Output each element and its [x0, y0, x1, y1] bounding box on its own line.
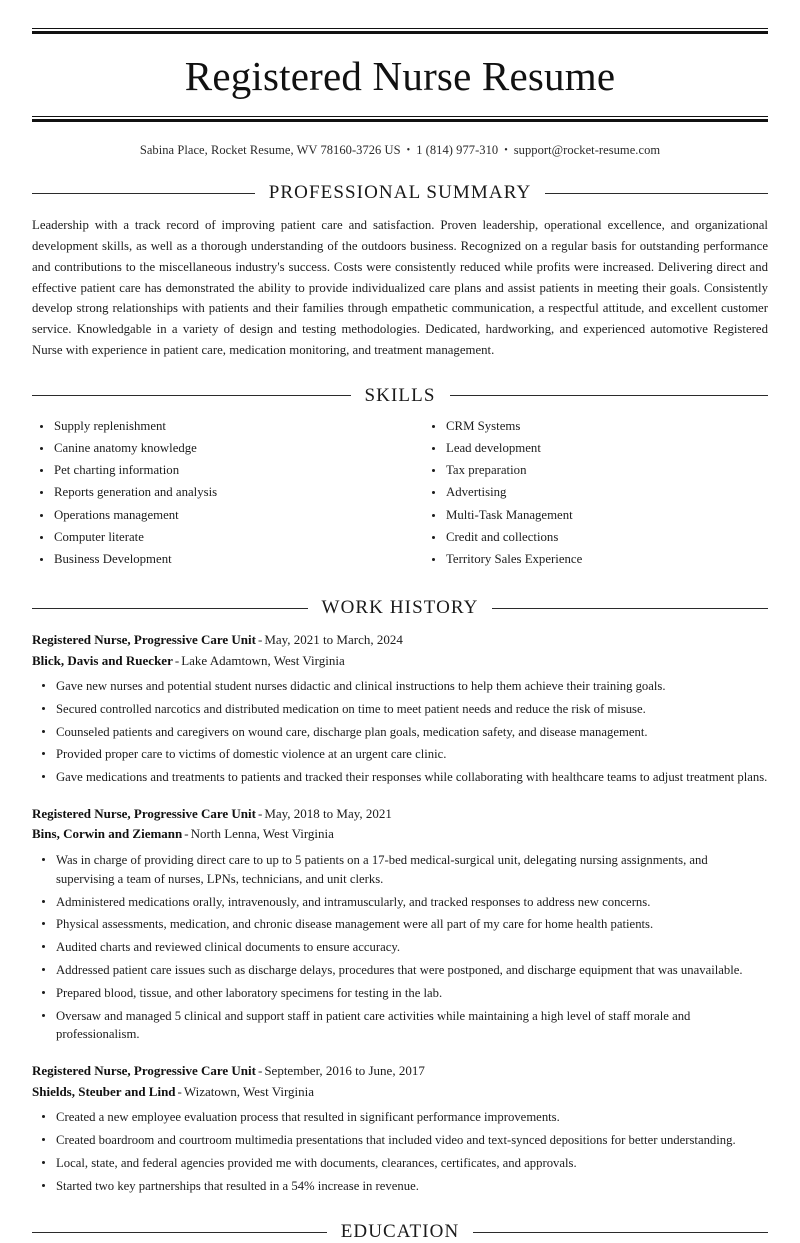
list-item: Audited charts and reviewed clinical documents to ensure accuracy. [32, 938, 768, 957]
section-rule-left [32, 395, 351, 396]
list-item: Gave medications and treatments to patients and tracked their responses while collaborating with healthcare teams to adjust treatment plans. [32, 768, 768, 787]
job-company: Blick, Davis and Ruecker [32, 652, 173, 668]
list-item: Secured controlled narcotics and distributed medication on time to meet patient needs and reduce the risk of misuse. [32, 700, 768, 719]
job-company: Shields, Steuber and Lind [32, 1083, 176, 1099]
job-dates: May, 2018 to May, 2021 [264, 805, 392, 821]
job-company-line [32, 824, 768, 844]
job-company: Bins, Corwin and Ziemann [32, 826, 183, 842]
section-title-skills: SKILLS [364, 384, 436, 406]
work-history-entry [32, 804, 768, 1044]
work-history-entry [32, 630, 768, 787]
list-item: Gave new nurses and potential student nurses didactic and clinical instructions to help them achieve their training goals. [32, 677, 768, 696]
section-rule-left [32, 1232, 327, 1233]
job-separator: - [257, 632, 263, 647]
list-item: Operations management [32, 507, 400, 525]
list-item: Created a new employee evaluation process that resulted in significant performance improvements. [32, 1108, 768, 1127]
job-title: Registered Nurse, Progressive Care Unit [32, 1063, 256, 1079]
contact-address: Sabina Place, Rocket Resume, WV 78160-3726 US [139, 143, 401, 157]
contact-phone: 1 (814) 977-310 [416, 143, 499, 157]
section-rule-right [492, 608, 768, 609]
list-item: Pet charting information [32, 462, 400, 480]
list-item: Started two key partnerships that resulted in a 54% increase in revenue. [32, 1177, 768, 1196]
contact-line [32, 122, 768, 158]
job-location: Lake Adamtown, West Virginia [181, 652, 345, 668]
section-rule-left [32, 193, 255, 194]
list-item: Business Development [32, 551, 400, 569]
list-item: Local, state, and federal agencies provided me with documents, clearances, certificates, and approvals. [32, 1154, 768, 1173]
contact-separator-1: • [406, 145, 411, 156]
job-separator: - [257, 805, 263, 821]
list-item: Reports generation and analysis [32, 484, 400, 502]
job-bullet-list [32, 1108, 768, 1195]
list-item: Counseled patients and caregivers on wound care, discharge plan goals, medication safety, and disease management. [32, 723, 768, 742]
job-dates: September, 2016 to June, 2017 [264, 1063, 425, 1079]
section-rule-right [545, 193, 768, 194]
professional-summary-text: Leadership with a track record of improving patient care and satisfaction. Proven leadership, operational excellence, and organizational development skills, as well as a thorough understanding of the outdoors business. Recognized on a regular basis for outstanding performance and contributions to the miscellaneous industry's success. Costs were consistently reduced while profits were increased. Delivering direct and effective patient care has demonstrated the ability to provide individualized care plans and assist patients in meeting their goals. Consistently develop strong relationships with patients and their families through empathetic communication, a respectful attitude, and excellent customer service. Knowledgable in a variety of design and testing methodologies. Dedicated, hardworking, and experienced automotive Registered Nurse with experience in patient care, medication monitoring, and treatment management. [32, 218, 768, 358]
job-title-line [32, 804, 768, 824]
job-title-line [32, 1061, 768, 1081]
job-separator: - [177, 1083, 182, 1099]
list-item: Physical assessments, medication, and chronic disease management were all part of my care for home health patients. [32, 915, 768, 934]
list-item: Provided proper care to victims of domestic violence at an urgent care clinic. [32, 745, 768, 764]
list-item: Advertising [424, 484, 768, 502]
job-bullet-list [32, 851, 768, 1044]
list-item: Addressed patient care issues such as discharge delays, procedures that were postponed, and discharge equipment that was unavailable. [32, 961, 768, 980]
job-dates: May, 2021 to March, 2024 [264, 632, 403, 647]
list-item: Administered medications orally, intravenously, and intramuscularly, and tracked responses to address new concerns. [32, 893, 768, 912]
skills-list-right [424, 418, 768, 569]
job-title: Registered Nurse, Progressive Care Unit [32, 805, 256, 821]
list-item: Canine anatomy knowledge [32, 440, 400, 458]
section-header-professional-summary [32, 182, 768, 204]
job-bullet-list [32, 677, 768, 787]
work-history-entry [32, 1061, 768, 1195]
list-item: Created boardroom and courtroom multimedia presentations that included video and text-synced depositions for better understanding. [32, 1131, 768, 1150]
job-company-line [32, 1082, 768, 1102]
section-rule-right [450, 395, 769, 396]
skills-column-left [32, 418, 400, 573]
list-item: Multi-Task Management [424, 507, 768, 525]
list-item: Oversaw and managed 5 clinical and support staff in patient care activities while maintaining a high level of staff morale and professionalism. [32, 1007, 768, 1045]
section-rule-right [473, 1232, 768, 1233]
list-item: Computer literate [32, 529, 400, 547]
section-title-education: EDUCATION [340, 1221, 460, 1243]
job-separator: - [184, 826, 189, 842]
list-item: Prepared blood, tissue, and other laboratory specimens for testing in the lab. [32, 984, 768, 1003]
job-location: Wizatown, West Virginia [183, 1083, 315, 1099]
resume-page [0, 28, 800, 1243]
list-item: Credit and collections [424, 529, 768, 547]
list-item: Supply replenishment [32, 418, 400, 436]
skills-column-right [400, 418, 768, 573]
section-header-skills [32, 385, 768, 407]
list-item: Lead development [424, 440, 768, 458]
section-title-professional-summary: PROFESSIONAL SUMMARY [268, 182, 532, 203]
job-title-line [32, 630, 768, 650]
section-header-work-history [32, 597, 768, 619]
contact-separator-2: • [504, 145, 508, 156]
job-location: North Lenna, West Virginia [190, 826, 334, 842]
contact-email: support@rocket-resume.com [513, 143, 661, 157]
list-item: Tax preparation [424, 462, 768, 480]
job-separator: - [174, 652, 180, 668]
skills-list-left [32, 418, 400, 569]
job-title: Registered Nurse, Progressive Care Unit [32, 632, 256, 647]
resume-content [0, 28, 800, 1243]
section-rule-left [32, 608, 308, 609]
list-item: CRM Systems [424, 418, 768, 436]
list-item: Was in charge of providing direct care to up to 5 patients on a 17-bed medical-surgical unit, delegating nursing assignments, and supervising a team of nurses, LPNs, technicians, and unit clerks. [32, 851, 768, 889]
job-company-line [32, 651, 768, 671]
list-item: Territory Sales Experience [424, 551, 768, 569]
section-header-education [32, 1221, 768, 1243]
page-title: Registered Nurse Resume [184, 53, 616, 99]
job-separator: - [257, 1063, 263, 1079]
section-title-work-history: WORK HISTORY [321, 597, 479, 618]
skills-columns [32, 418, 768, 573]
